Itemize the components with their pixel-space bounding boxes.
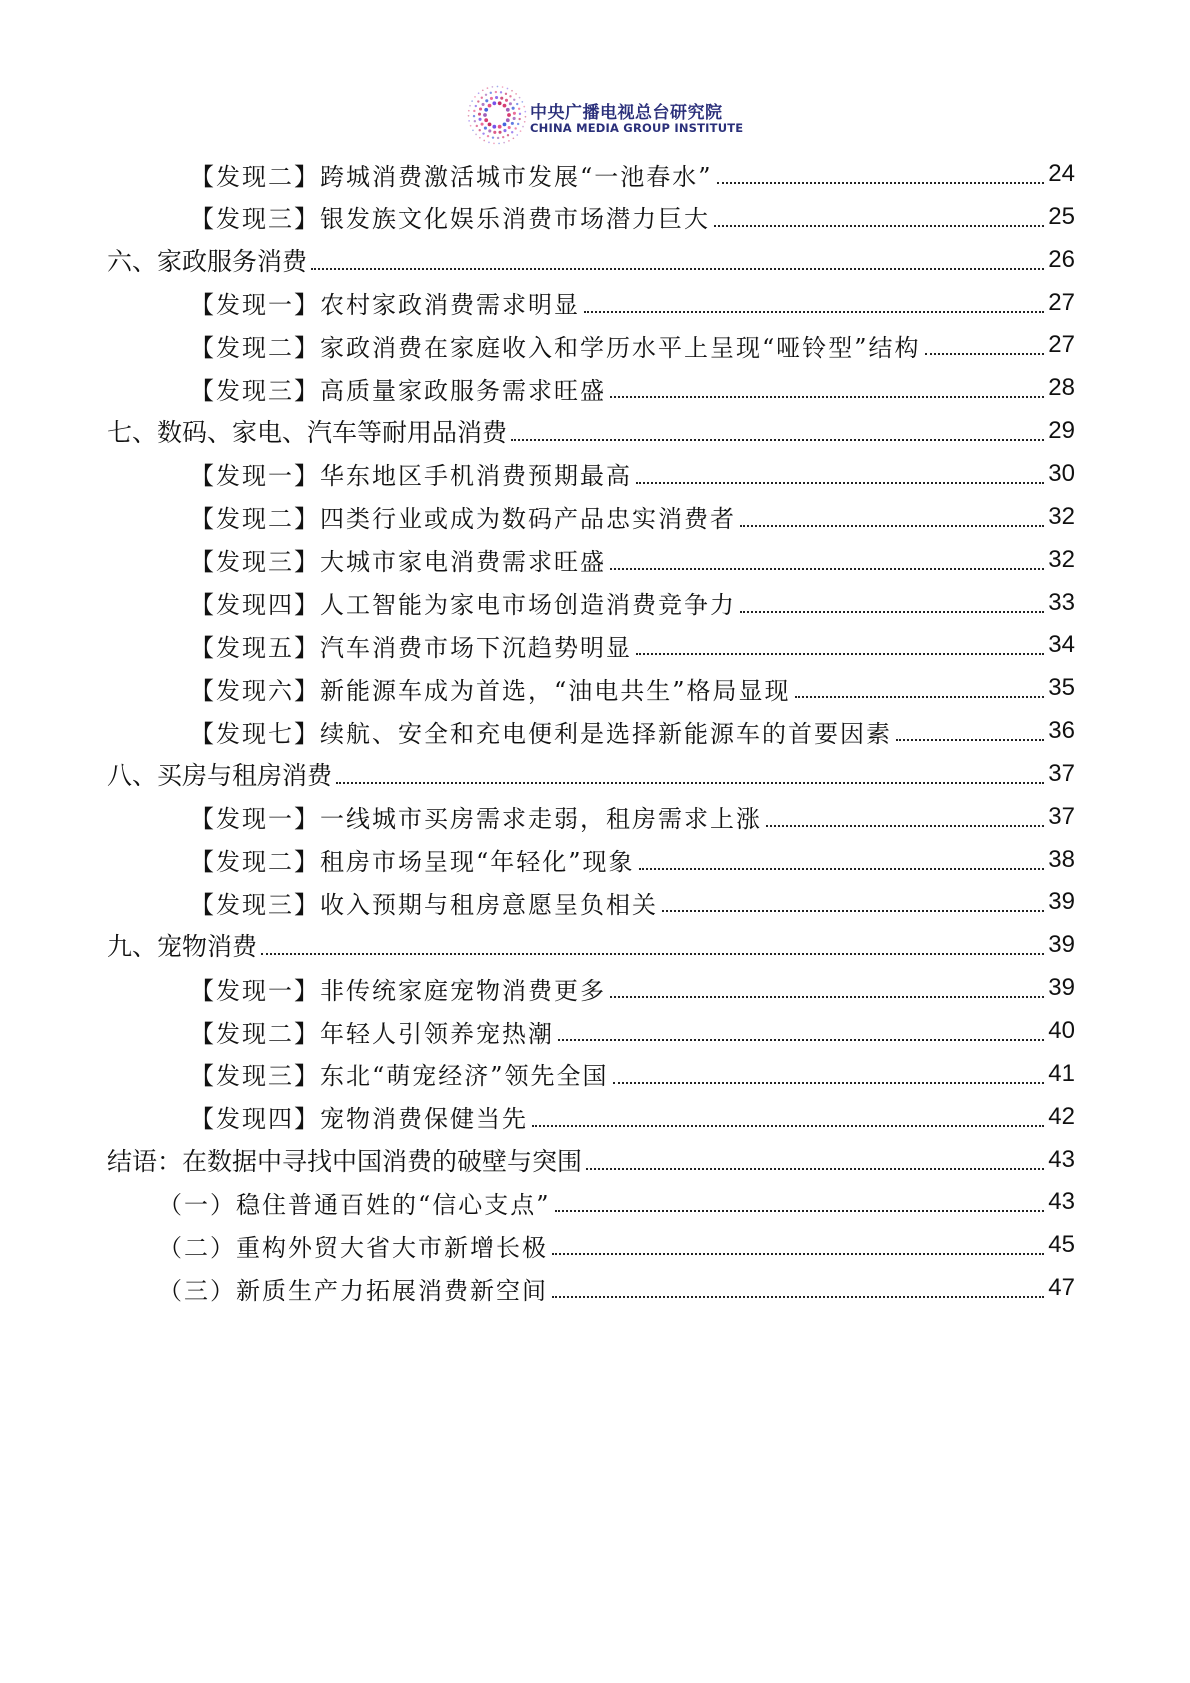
toc-leader-dots bbox=[552, 1253, 1044, 1255]
toc-page-number: 34 bbox=[1048, 631, 1075, 659]
toc-entry-title: 【发现一】华东地区手机消费预期最高 bbox=[190, 462, 632, 491]
toc-leader-dots bbox=[740, 611, 1044, 613]
toc-page-number: 36 bbox=[1048, 717, 1075, 745]
toc-page-number: 32 bbox=[1048, 545, 1075, 573]
toc-entry[interactable] bbox=[190, 197, 1075, 237]
toc-entry[interactable] bbox=[190, 154, 1075, 194]
toc-leader-dots bbox=[636, 482, 1044, 484]
toc-entry[interactable] bbox=[190, 968, 1075, 1008]
toc-leader-dots bbox=[662, 910, 1044, 912]
toc-entry-title: 【发现三】大城市家电消费需求旺盛 bbox=[190, 548, 606, 577]
toc-leader-dots bbox=[532, 1125, 1044, 1127]
toc-page-number: 30 bbox=[1048, 459, 1075, 487]
toc-leader-dots bbox=[552, 1296, 1044, 1298]
toc-leader-dots bbox=[610, 396, 1044, 398]
toc-chapter-entry[interactable] bbox=[107, 754, 1075, 794]
toc-entry-title: 【发现一】农村家政消费需求明显 bbox=[190, 291, 580, 320]
toc-entry[interactable] bbox=[190, 711, 1075, 751]
toc-leader-dots bbox=[558, 1039, 1044, 1041]
toc-page-number: 43 bbox=[1048, 1145, 1075, 1173]
toc-entry[interactable] bbox=[190, 625, 1075, 665]
toc-entry-title: 结语：在数据中寻找中国消费的破壁与突围 bbox=[107, 1146, 583, 1176]
toc-leader-dots bbox=[714, 225, 1044, 227]
toc-entry-title: 【发现五】汽车消费市场下沉趋势明显 bbox=[190, 633, 632, 662]
toc-page-number: 35 bbox=[1048, 674, 1075, 702]
toc-entry[interactable] bbox=[190, 540, 1075, 580]
toc-page-number: 43 bbox=[1048, 1188, 1075, 1216]
toc-leader-dots bbox=[336, 782, 1044, 784]
toc-entry-title: 【发现二】租房市场呈现“年轻化”现象 bbox=[190, 848, 635, 877]
toc-entry-title: 六、家政服务消费 bbox=[107, 246, 308, 276]
toc-leader-dots bbox=[586, 1168, 1044, 1170]
toc-entry-title: 【发现四】人工智能为家电市场创造消费竞争力 bbox=[190, 591, 736, 619]
toc-chapter-entry[interactable] bbox=[107, 925, 1075, 965]
toc-entry[interactable] bbox=[190, 1097, 1075, 1137]
toc-entry-title: 【发现三】高质量家政服务需求旺盛 bbox=[190, 376, 606, 405]
toc-chapter-entry[interactable] bbox=[107, 1140, 1075, 1180]
toc-leader-dots bbox=[555, 1210, 1045, 1212]
toc-page-number: 37 bbox=[1048, 759, 1075, 787]
toc-entry[interactable] bbox=[190, 283, 1075, 323]
toc-entry[interactable] bbox=[190, 454, 1075, 494]
toc-entry[interactable] bbox=[190, 840, 1075, 880]
toc-leader-dots bbox=[766, 825, 1044, 827]
toc-page-number: 29 bbox=[1048, 417, 1075, 445]
org-name-cn: 中央广播电视总台研究院 bbox=[530, 103, 723, 123]
toc-page-number: 33 bbox=[1048, 588, 1075, 616]
toc-page-number: 24 bbox=[1048, 160, 1075, 187]
toc-entry-title: 【发现六】新能源车成为首选，“油电共生”格局显现 bbox=[190, 676, 791, 705]
toc-entry-title: 【发现二】跨城消费激活城市发展“一池春水” bbox=[190, 162, 713, 191]
toc-leader-dots bbox=[261, 953, 1044, 955]
toc-entry-title: 九、宠物消费 bbox=[107, 932, 258, 962]
toc-page-number: 47 bbox=[1048, 1274, 1075, 1302]
toc-leader-dots bbox=[511, 439, 1044, 441]
toc-page-number: 38 bbox=[1048, 845, 1075, 873]
toc-entry-title: 【发现七】续航、安全和充电便利是选择新能源车的首要因素 bbox=[190, 719, 892, 748]
toc-leader-dots bbox=[636, 653, 1044, 655]
toc-entry-title: 【发现三】东北“萌宠经济”领先全国 bbox=[190, 1062, 609, 1091]
dotted-ring-logo-icon bbox=[466, 84, 528, 146]
toc-entry-title: 【发现一】一线城市买房需求走弱，租房需求上涨 bbox=[190, 805, 762, 834]
toc-entry-title: 【发现一】非传统家庭宠物消费更多 bbox=[190, 976, 606, 1005]
toc-page-number: 39 bbox=[1048, 888, 1075, 916]
toc-leader-dots bbox=[896, 739, 1044, 741]
toc-entry-title: （一）稳住普通百姓的“信心支点” bbox=[158, 1190, 551, 1219]
toc-entry-title: 【发现二】年轻人引领养宠热潮 bbox=[190, 1019, 554, 1048]
toc-page-number: 25 bbox=[1048, 202, 1075, 230]
toc-entry-title: 【发现二】四类行业或成为数码产品忠实消费者 bbox=[190, 505, 736, 534]
toc-page-number: 26 bbox=[1048, 245, 1075, 273]
toc-entry-title: 【发现四】宠物消费保健当先 bbox=[190, 1105, 528, 1134]
toc-page-number: 27 bbox=[1048, 331, 1075, 359]
toc-entry-title: （二）重构外贸大省大市新增长极 bbox=[158, 1233, 548, 1262]
toc-leader-dots bbox=[795, 696, 1045, 698]
toc-entry[interactable] bbox=[158, 1268, 1075, 1308]
toc-page-number: 39 bbox=[1048, 931, 1075, 959]
toc-entry[interactable] bbox=[190, 583, 1075, 623]
toc-entry-title: 【发现三】收入预期与租房意愿呈负相关 bbox=[190, 890, 658, 919]
toc-entry[interactable] bbox=[190, 1054, 1075, 1094]
toc-entry[interactable] bbox=[190, 1011, 1075, 1051]
toc-entry[interactable] bbox=[190, 368, 1075, 408]
toc-entry[interactable] bbox=[190, 882, 1075, 922]
toc-leader-dots bbox=[639, 868, 1045, 870]
toc-leader-dots bbox=[584, 311, 1044, 313]
page-header bbox=[0, 80, 1190, 150]
toc-entry-title: 【发现二】家政消费在家庭收入和学历水平上呈现“哑铃型”结构 bbox=[190, 333, 921, 362]
toc-page-number: 40 bbox=[1048, 1017, 1075, 1044]
toc-leader-dots bbox=[925, 353, 1045, 355]
toc-page-number: 39 bbox=[1048, 974, 1075, 1002]
toc-page-number: 28 bbox=[1048, 374, 1075, 402]
toc-entry[interactable] bbox=[190, 325, 1075, 365]
toc-page-number: 45 bbox=[1048, 1231, 1075, 1259]
toc-entry-title: （三）新质生产力拓展消费新空间 bbox=[158, 1276, 548, 1305]
toc-entry[interactable] bbox=[158, 1182, 1075, 1222]
toc-page-number: 27 bbox=[1048, 288, 1075, 316]
toc-entry[interactable] bbox=[190, 668, 1075, 708]
toc-entry[interactable] bbox=[190, 497, 1075, 537]
toc-chapter-entry[interactable] bbox=[107, 411, 1075, 451]
toc-leader-dots bbox=[717, 182, 1045, 184]
toc-page-number: 41 bbox=[1048, 1059, 1075, 1087]
toc-entry[interactable] bbox=[190, 797, 1075, 837]
toc-leader-dots bbox=[613, 1082, 1045, 1084]
toc-entry-title: 八、买房与租房消费 bbox=[107, 760, 333, 790]
toc-entry-title: 七、数码、家电、汽车等耐用品消费 bbox=[107, 418, 508, 448]
toc-entry-title: 【发现三】银发族文化娱乐消费市场潜力巨大 bbox=[190, 205, 710, 234]
toc-leader-dots bbox=[740, 525, 1044, 527]
toc-leader-dots bbox=[610, 996, 1044, 998]
org-name-en: CHINA MEDIA GROUP INSTITUTE bbox=[530, 121, 744, 135]
toc-page-number: 32 bbox=[1048, 502, 1075, 530]
toc-page-number: 37 bbox=[1048, 802, 1075, 830]
toc-entry[interactable] bbox=[158, 1225, 1075, 1265]
toc-chapter-entry[interactable] bbox=[107, 240, 1075, 280]
toc-leader-dots bbox=[610, 568, 1044, 570]
toc-page-number: 42 bbox=[1048, 1102, 1075, 1130]
toc-leader-dots bbox=[311, 268, 1044, 270]
